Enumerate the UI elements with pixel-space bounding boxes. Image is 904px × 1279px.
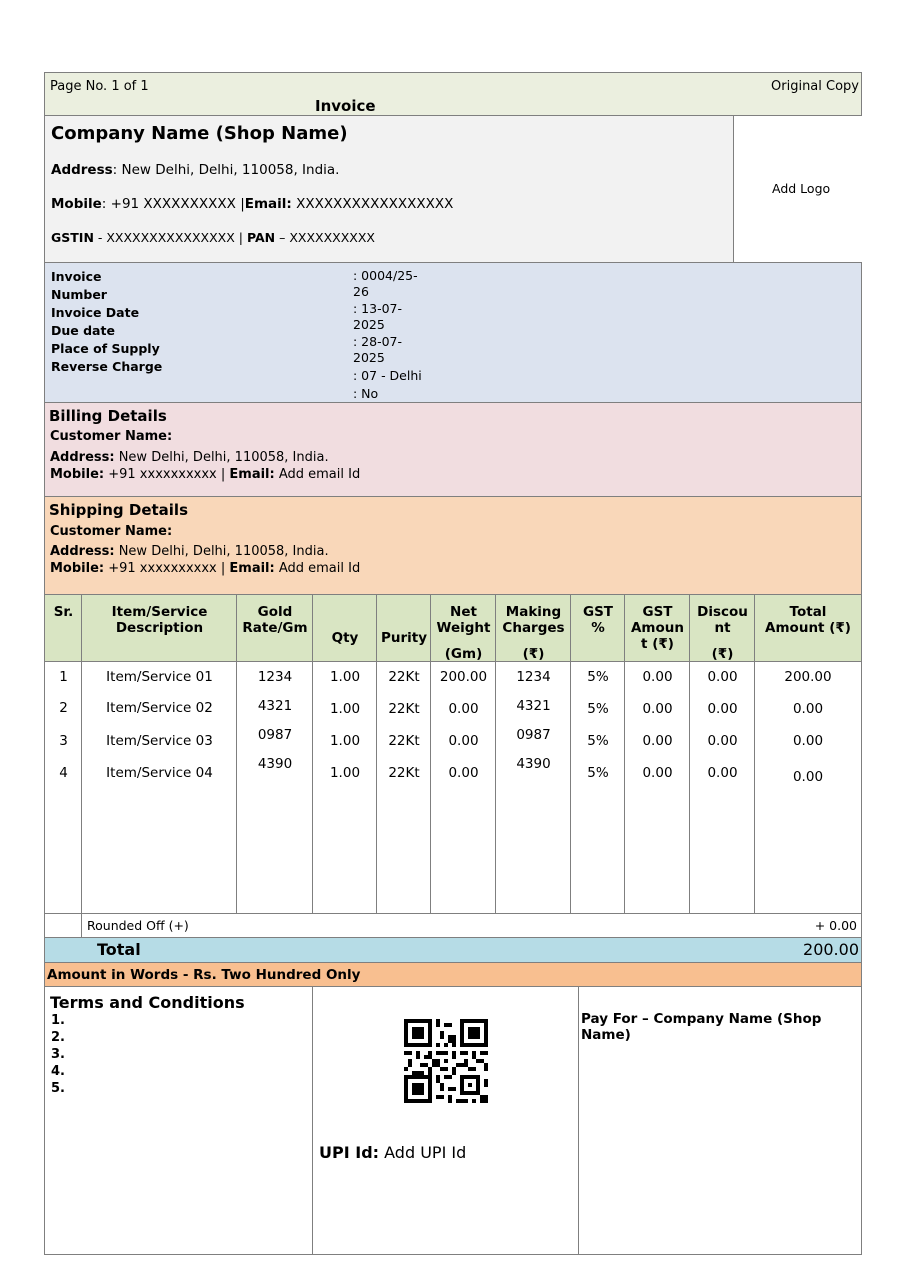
cell-gold: 0987 bbox=[257, 727, 293, 743]
pay-for-text: Pay For – Company Name (Shop Name) bbox=[581, 1011, 822, 1043]
upi-block bbox=[313, 987, 579, 1254]
header-gold-rate: Gold Rate/Gm bbox=[242, 604, 308, 636]
terms-block bbox=[45, 987, 313, 1254]
page-number: Page No. 1 of 1 bbox=[50, 79, 149, 94]
cell-sr: 2 bbox=[59, 700, 68, 716]
shipping-customer-name: Customer Name: bbox=[50, 524, 173, 539]
items-table bbox=[45, 595, 861, 914]
cell-making: 4321 bbox=[516, 698, 551, 714]
rounded-off-value: + 0.00 bbox=[814, 918, 857, 933]
cell-making: 1234 bbox=[516, 669, 551, 685]
invoice-header bbox=[45, 73, 861, 116]
cell-net: 0.00 bbox=[448, 733, 479, 749]
billing-customer-name: Customer Name: bbox=[50, 429, 173, 444]
header-making-charges: Making Charges (₹) bbox=[502, 604, 565, 662]
meta-value: 2025 bbox=[353, 317, 385, 332]
cell-purity: 22Kt bbox=[388, 701, 420, 717]
col-desc bbox=[82, 595, 237, 913]
cell-making: 0987 bbox=[516, 727, 551, 743]
billing-address: Address: New Delhi, Delhi, 110058, India. bbox=[50, 450, 329, 465]
header-desc: Item/Service Description bbox=[111, 604, 208, 636]
cell-net: 0.00 bbox=[448, 701, 479, 717]
invoice-meta bbox=[45, 263, 861, 403]
copy-label: Original Copy bbox=[771, 79, 859, 94]
meta-value: : 13-07- bbox=[353, 301, 403, 316]
company-name: Company Name (Shop Name) bbox=[51, 123, 348, 144]
logo-placeholder[interactable]: Add Logo bbox=[733, 116, 862, 262]
col-gold bbox=[237, 595, 313, 913]
cell-qty: 1.00 bbox=[329, 669, 361, 685]
cell-desc: Item/Service 04 bbox=[106, 765, 213, 781]
header-net-weight: Net Weight (Gm) bbox=[436, 604, 491, 662]
total-label: Total bbox=[97, 940, 141, 959]
invoice-title: Invoice bbox=[315, 97, 376, 115]
terms-item: 4. bbox=[51, 1064, 65, 1079]
header-gst-pct: GST % bbox=[582, 604, 613, 636]
billing-details bbox=[45, 403, 861, 497]
cell-sr: 3 bbox=[59, 733, 68, 749]
meta-label: Place of Supply bbox=[51, 341, 160, 356]
total-row bbox=[45, 938, 861, 963]
meta-value: : 0004/25- bbox=[353, 268, 418, 283]
billing-contact: Mobile: +91 xxxxxxxxxx | Email: Add email Id bbox=[50, 467, 361, 482]
header-total-amount: Total Amount (₹) bbox=[765, 604, 851, 636]
cell-desc: Item/Service 03 bbox=[106, 733, 213, 749]
cell-desc: Item/Service 02 bbox=[106, 700, 213, 716]
meta-value: 26 bbox=[353, 284, 369, 299]
meta-value: : 07 - Delhi bbox=[353, 368, 422, 383]
terms-heading: Terms and Conditions bbox=[50, 993, 245, 1012]
cell-making: 4390 bbox=[516, 756, 551, 772]
cell-gst: 5% bbox=[587, 701, 609, 717]
cell-gst-amt: 0.00 bbox=[642, 701, 673, 717]
meta-label: Invoice bbox=[51, 269, 102, 284]
cell-gold: 4390 bbox=[257, 756, 293, 772]
cell-total: 0.00 bbox=[792, 769, 824, 785]
shipping-address: Address: New Delhi, Delhi, 110058, India. bbox=[50, 544, 329, 559]
company-block bbox=[45, 116, 861, 263]
cell-purity: 22Kt bbox=[388, 669, 420, 685]
company-address: Address: New Delhi, Delhi, 110058, India. bbox=[51, 162, 340, 178]
amount-in-words bbox=[45, 963, 861, 987]
pay-for-block bbox=[579, 987, 861, 1254]
rounded-off-row bbox=[45, 914, 861, 938]
cell-net: 0.00 bbox=[448, 765, 479, 781]
billing-heading: Billing Details bbox=[49, 407, 167, 425]
header-gst-amount: GST Amoun t (₹) bbox=[630, 604, 684, 652]
header-purity: Purity bbox=[380, 630, 428, 646]
invoice-document bbox=[44, 72, 862, 1255]
cell-sr: 1 bbox=[59, 669, 68, 685]
cell-gold: 4321 bbox=[257, 698, 293, 714]
cell-total: 0.00 bbox=[792, 733, 824, 749]
header-qty: Qty bbox=[331, 630, 359, 646]
meta-value: : 28-07- bbox=[353, 334, 403, 349]
cell-disc: 0.00 bbox=[707, 669, 738, 685]
meta-value: : No bbox=[353, 386, 379, 401]
company-contact: Mobile: +91 XXXXXXXXXX |Email: XXXXXXXXXXXXXXXXX bbox=[51, 196, 454, 212]
header-sr: Sr. bbox=[53, 604, 74, 620]
cell-desc: Item/Service 01 bbox=[106, 669, 213, 685]
amount-in-words-text: Amount in Words - Rs. Two Hundred Only bbox=[47, 967, 361, 983]
col-gst bbox=[571, 595, 625, 913]
meta-label: Invoice Date bbox=[51, 305, 140, 320]
cell-gold: 1234 bbox=[257, 669, 293, 685]
cell-disc: 0.00 bbox=[707, 701, 738, 717]
rounded-off-label: Rounded Off (+) bbox=[87, 918, 189, 933]
cell-gst-amt: 0.00 bbox=[642, 765, 673, 781]
terms-item: 5. bbox=[51, 1081, 65, 1096]
cell-purity: 22Kt bbox=[388, 765, 420, 781]
company-tax-ids: GSTIN - XXXXXXXXXXXXXXX | PAN – XXXXXXXXXX bbox=[51, 230, 375, 245]
cell-gst: 5% bbox=[587, 733, 609, 749]
shipping-details bbox=[45, 497, 861, 595]
cell-qty: 1.00 bbox=[329, 701, 361, 717]
cell-qty: 1.00 bbox=[329, 733, 361, 749]
cell-gst: 5% bbox=[587, 765, 609, 781]
upi-id: UPI Id: Add UPI Id bbox=[319, 1143, 467, 1162]
cell-gst-amt: 0.00 bbox=[642, 733, 673, 749]
header-discount: Discou nt (₹) bbox=[697, 604, 748, 662]
cell-gst-amt: 0.00 bbox=[642, 669, 673, 685]
cell-purity: 22Kt bbox=[388, 733, 420, 749]
terms-item: 3. bbox=[51, 1047, 65, 1062]
shipping-heading: Shipping Details bbox=[49, 501, 189, 519]
meta-label: Number bbox=[51, 287, 107, 302]
cell-total: 200.00 bbox=[784, 669, 832, 685]
terms-item: 2. bbox=[51, 1030, 65, 1045]
col-sr bbox=[45, 595, 82, 913]
cell-disc: 0.00 bbox=[707, 765, 738, 781]
cell-total: 0.00 bbox=[792, 701, 824, 717]
cell-qty: 1.00 bbox=[329, 765, 361, 781]
cell-disc: 0.00 bbox=[707, 733, 738, 749]
terms-item: 1. bbox=[51, 1013, 65, 1028]
meta-label: Reverse Charge bbox=[51, 359, 163, 374]
shipping-contact: Mobile: +91 xxxxxxxxxx | Email: Add email Id bbox=[50, 561, 361, 576]
cell-sr: 4 bbox=[59, 765, 68, 781]
total-value: 200.00 bbox=[803, 940, 859, 959]
meta-label: Due date bbox=[51, 323, 115, 338]
cell-net: 200.00 bbox=[439, 669, 488, 685]
cell-gst: 5% bbox=[587, 669, 609, 685]
meta-value: 2025 bbox=[353, 350, 385, 365]
footer-section bbox=[45, 987, 861, 1254]
qr-code-icon bbox=[404, 1019, 488, 1103]
